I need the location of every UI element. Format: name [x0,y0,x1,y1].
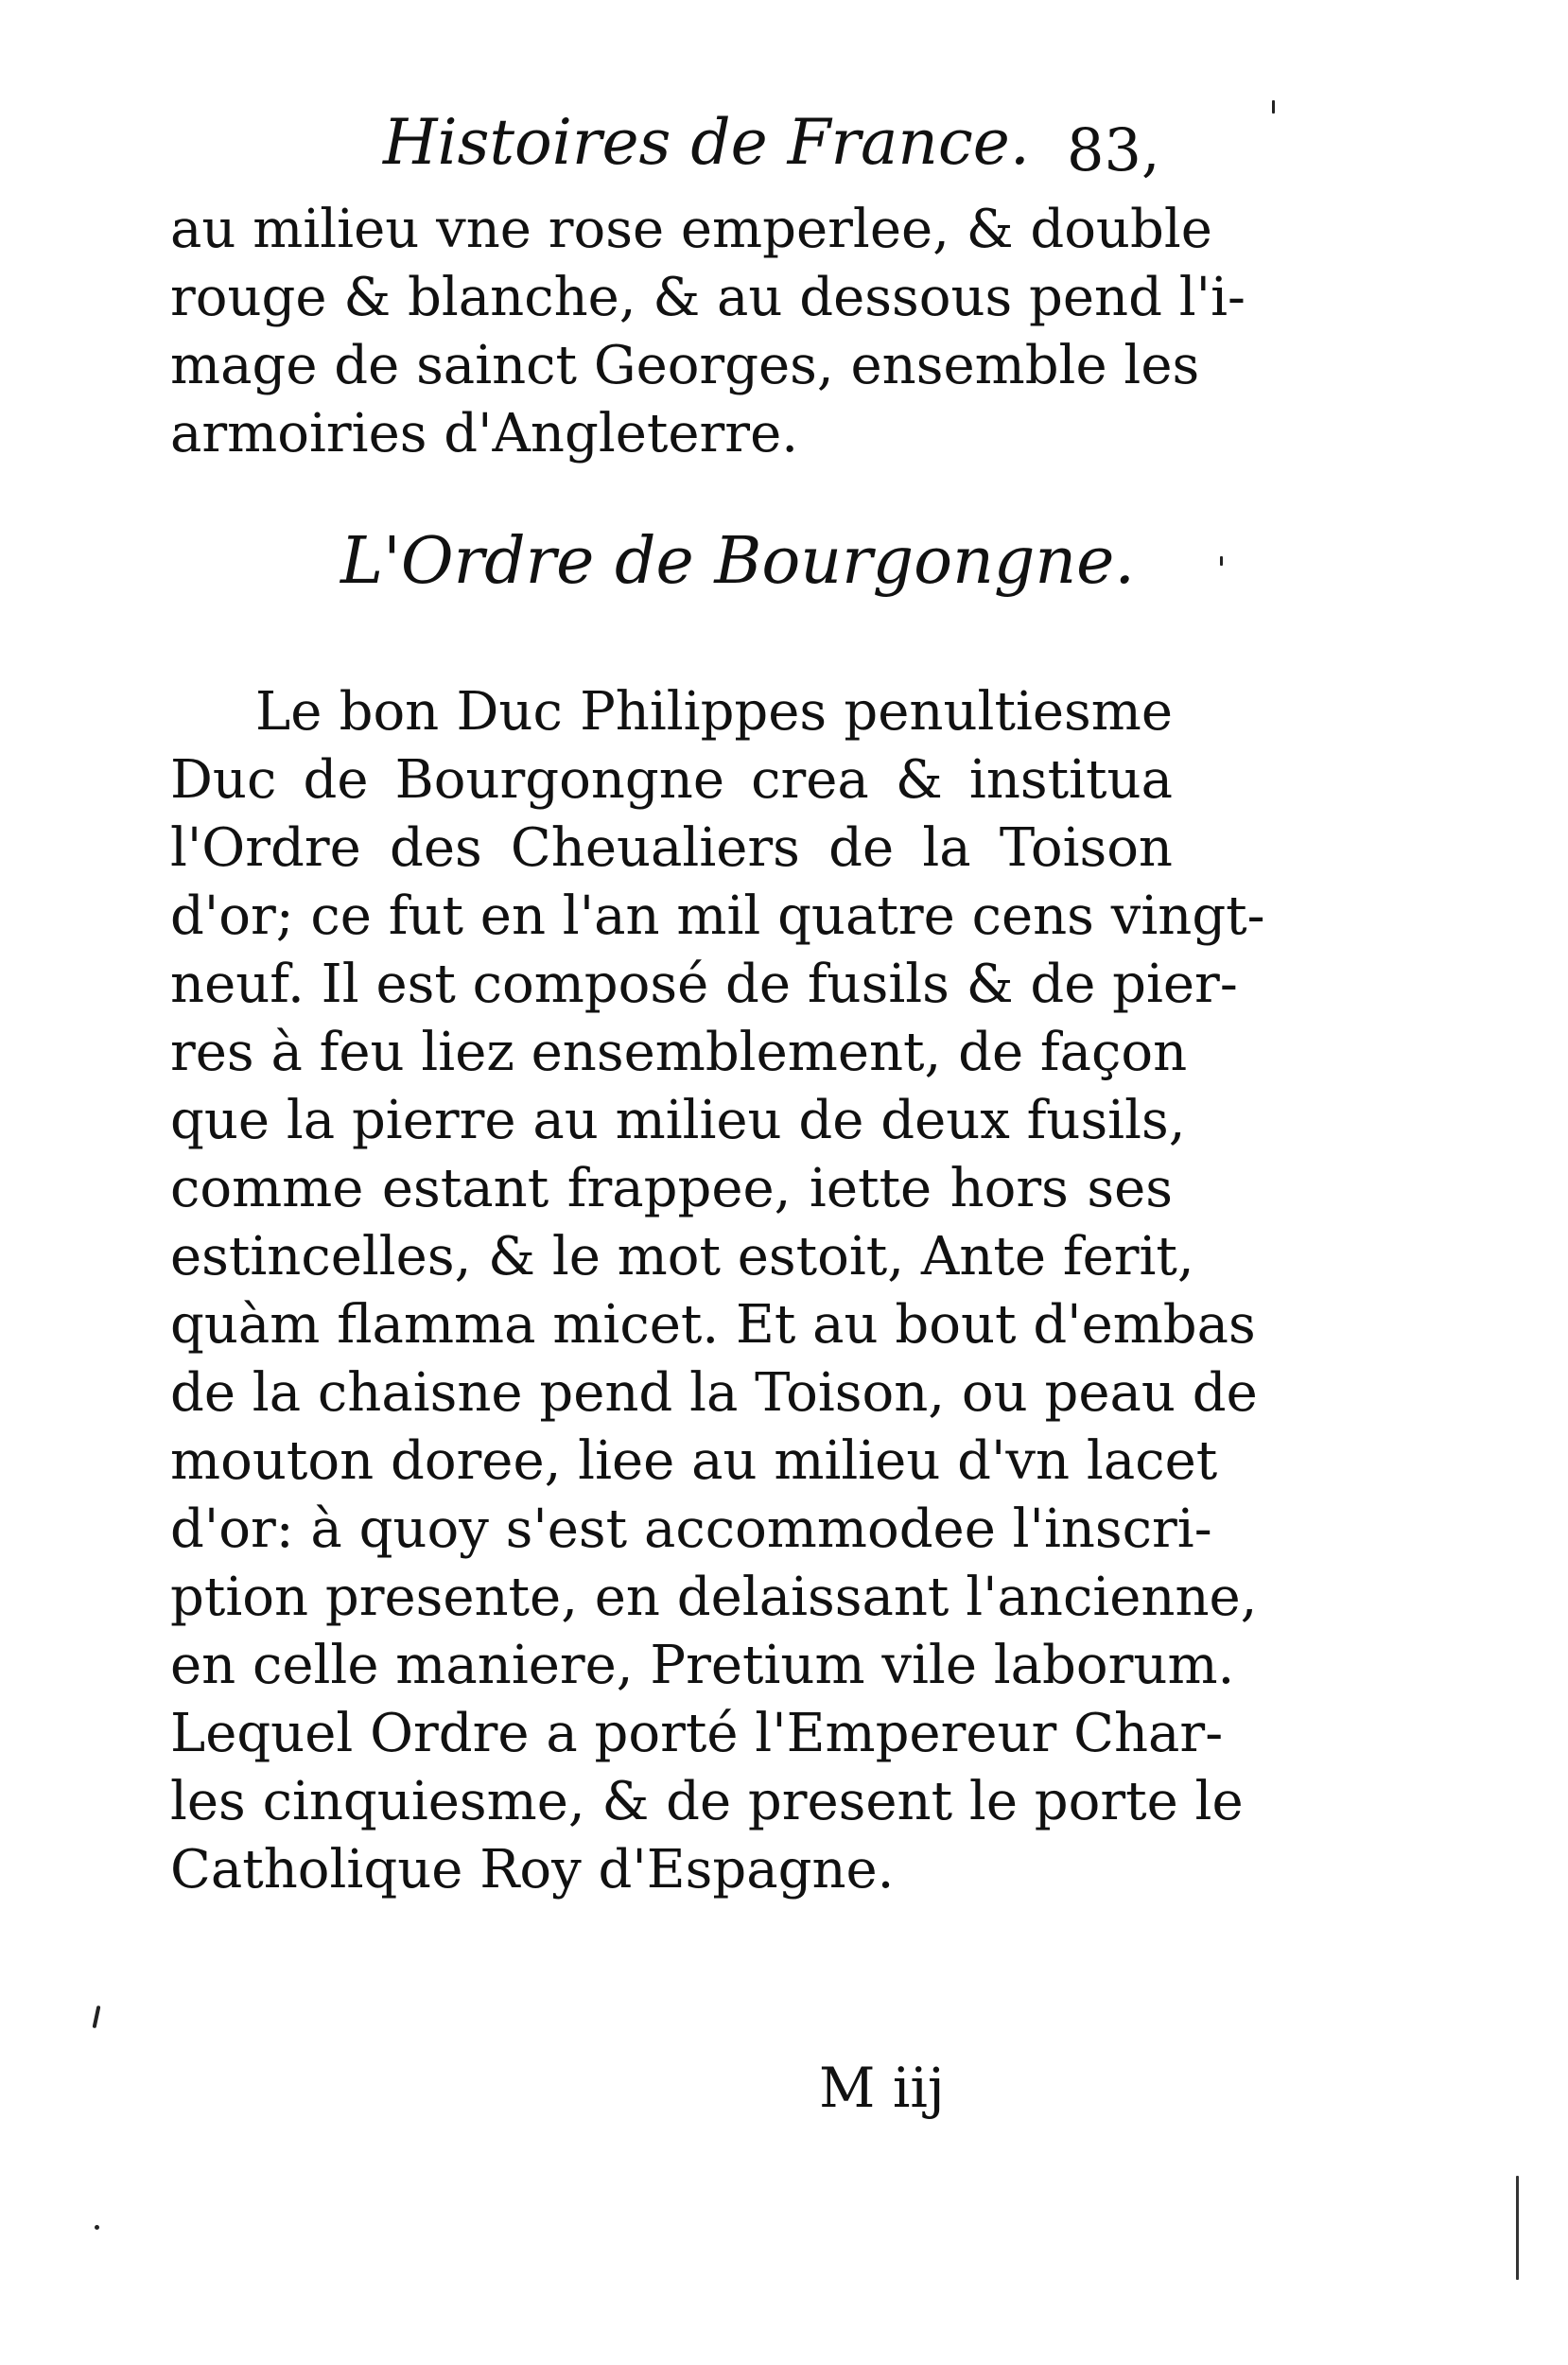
ink-speck [1272,100,1275,114]
text-line: de la chaisne pend la Toison, ou peau de [170,1362,1258,1424]
text-line: Lequel Ordre a porté l'Empereur Char- [170,1703,1224,1764]
signature-mark: M iij [819,2056,945,2120]
text-line: mouton doree, liee au milieu d'vn lacet [170,1430,1218,1492]
text-line: en celle maniere, Pretium vile laborum. [170,1635,1235,1696]
text-line: que la pierre au milieu de deux fusils, [170,1090,1186,1151]
text-line: ption presente, en delaissant l'ancienne, [170,1567,1258,1628]
text-line: au milieu vne rose emperlee, & double [170,199,1212,260]
text-line: res à feu liez ensemblement, de façon [170,1022,1188,1083]
ink-speck [95,2225,99,2230]
text-line: mage de sainct Georges, ensemble les [170,335,1200,396]
text-line: Catholique Roy d'Espagne. [170,1839,895,1901]
text-line: Duc de Bourgongne crea & institua [170,749,1173,811]
text-line: rouge & blanche, & au dessous pend l'i- [170,267,1246,328]
text-line: estincelles, & le mot estoit, Ante ferit, [170,1226,1194,1288]
page-number: 83, [1067,115,1160,184]
text-line: comme estant frappee, iette hors ses [170,1158,1173,1219]
ink-speck [93,2006,101,2028]
text-line: d'or; ce fut en l'an mil quatre cens vingt- [170,885,1265,947]
text-line: les cinquiesme, & de present le porte le [170,1771,1244,1832]
text-line: Le bon Duc Philippes penultiesme [255,681,1173,743]
ink-speck [1220,556,1223,566]
text-line: quàm flamma micet. Et au bout d'embas [170,1294,1256,1356]
ink-speck [1516,2176,1519,2280]
text-line: neuf. Il est composé de fusils & de pier- [170,954,1238,1015]
text-line: d'or: à quoy s'est accommodee l'inscri- [170,1498,1212,1560]
section-heading: L'Ordre de Bourgongne. [340,524,1136,599]
text-line: l'Ordre des Cheualiers de la Toison [170,817,1173,879]
running-head: Histoires de France. [383,106,1030,179]
text-line: armoiries d'Angleterre. [170,403,799,464]
